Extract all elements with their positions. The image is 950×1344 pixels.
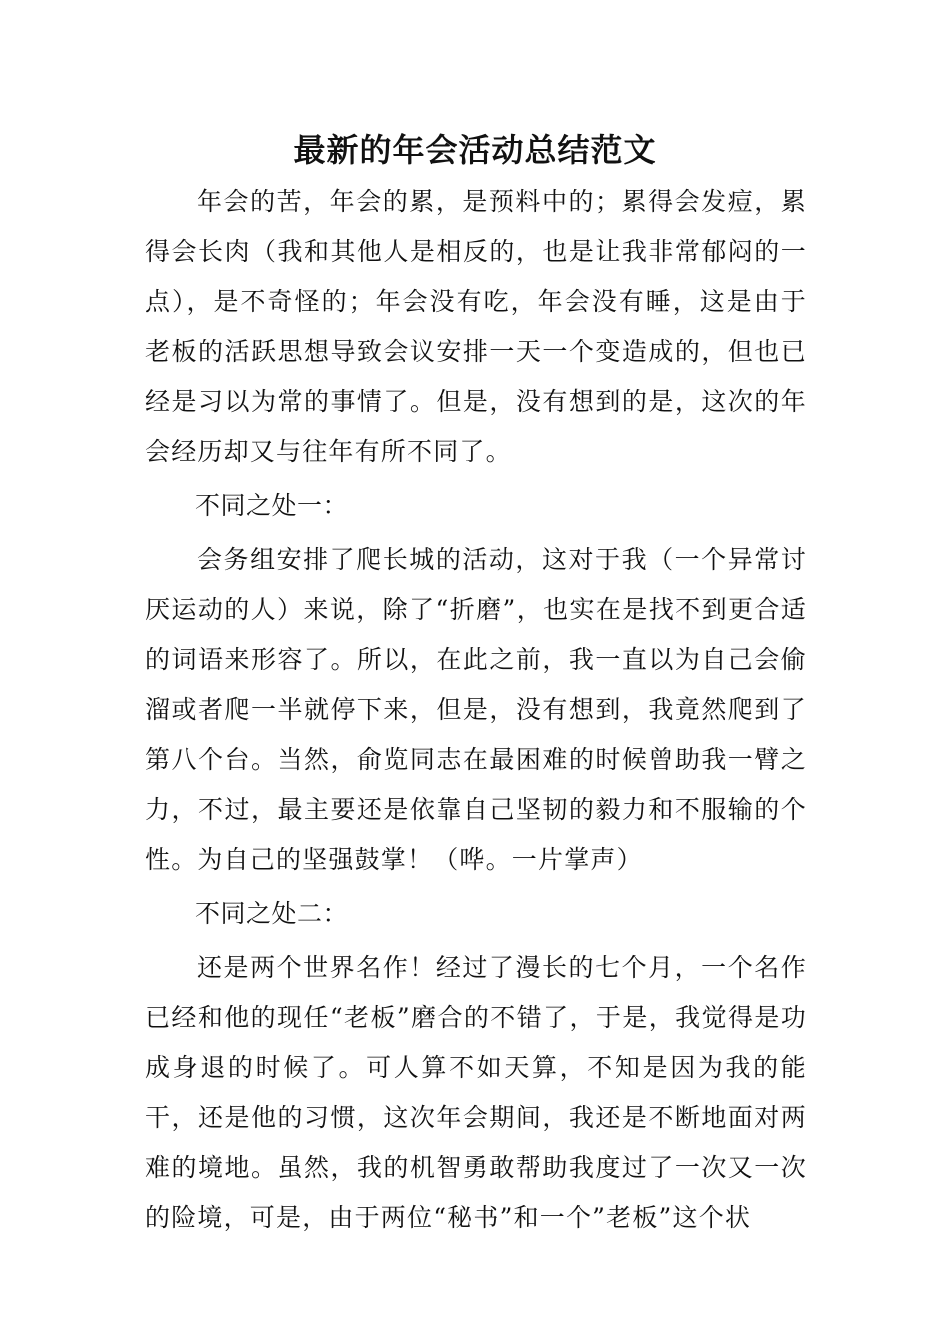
paragraph-masterpiece: 还是两个世界名作！经过了漫长的七个月，一个名作已经和他的现任“老板”磨合的不错了，于是，我觉得是功成身退的时候了。可人算不如天算，不知是因为我的能干，还是他的习惯，这次年会期间，我还是不断地面对两难的境地。虽然，我的机智勇敢帮助我度过了一次又一次的险境，可是，由于两位“秘书”和一个”老板”这个状 [145,953,807,1232]
paragraph-great-wall: 会务组安排了爬长城的活动，这对于我（一个异常讨厌运动的人）来说，除了“折磨”，也实在是找不到更合适的词语来形容了。所以，在此之前，我一直以为自己会偷溜或者爬一半就停下来，但是，没有想到，我竟然爬到了第八个台。当然，俞览同志在最困难的时候曾助我一臂之力，不过，最主要还是依靠自己坚韧的毅力和不服输的个性。为自己的坚强鼓掌！（哗。一片掌声） [145,545,807,874]
section-heading-one: 不同之处一： [195,491,349,520]
document-title: 最新的年会活动总结范文 [293,131,657,169]
document-body [145,177,807,1243]
section-heading-two: 不同之处二： [195,899,349,928]
paragraph-intro: 年会的苦，年会的累，是预料中的；累得会发痘，累得会长肉（我和其他人是相反的，也是让我非常郁闷的一点），是不奇怪的；年会没有吃，年会没有睡，这是由于老板的活跃思想导致会议安排一天一个变造成的，但也已经是习以为常的事情了。但是，没有想到的是，这次的年会经历却又与往年有所不同了。 [145,187,807,466]
